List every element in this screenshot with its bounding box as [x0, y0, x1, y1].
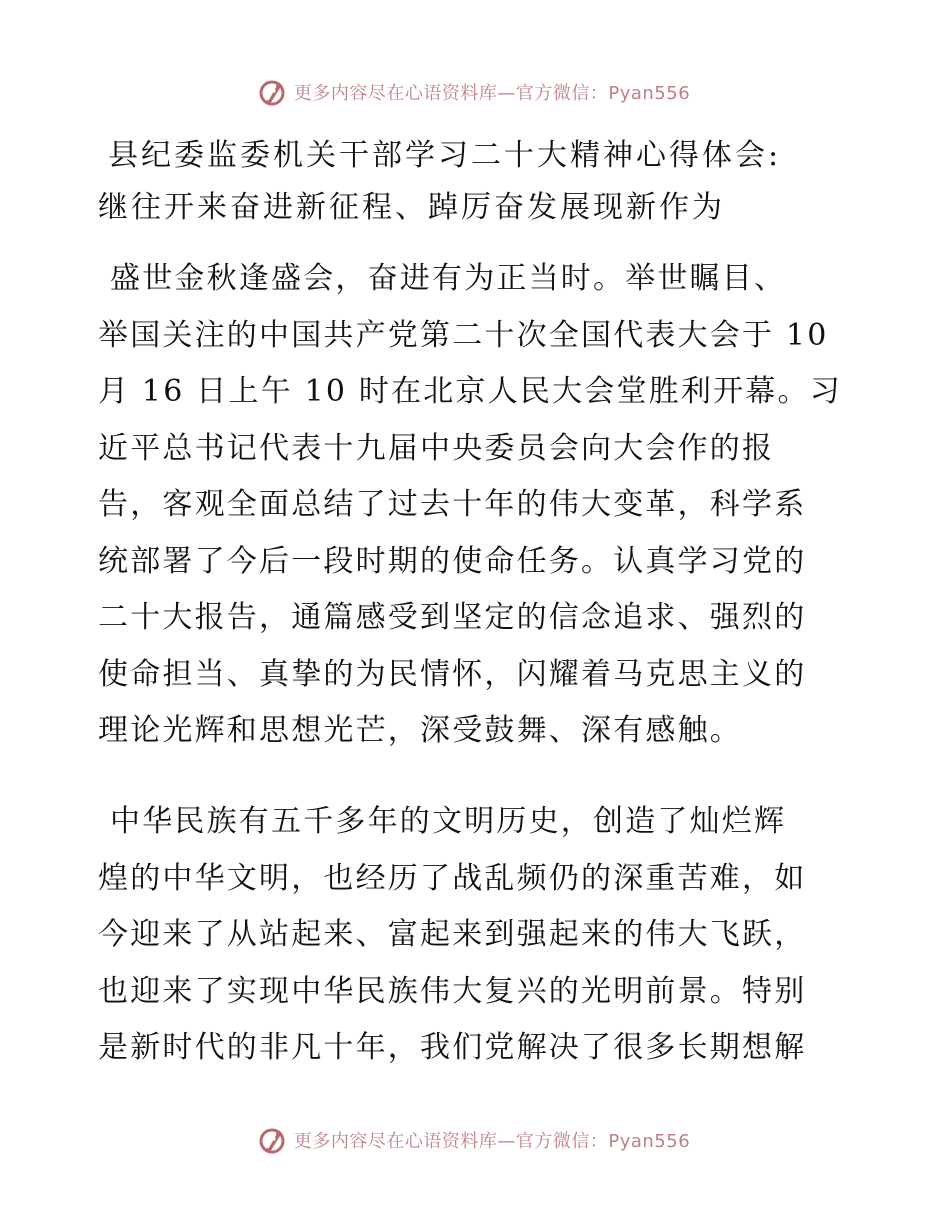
footer-watermark — [0, 1120, 950, 1160]
paragraph-line: 理论光辉和思想光芒，深受鼓舞、深有感触。 — [98, 713, 742, 748]
document-title — [98, 130, 858, 234]
paragraph-line: 举国关注的中国共产党第二十次全国代表大会于 10 — [98, 317, 829, 353]
paragraph-line: 统部署了今后一段时期的使命任务。认真学习党的 — [98, 543, 807, 579]
paragraph-line: 煌的中华文明，也经历了战乱频仍的深重苦难，如 — [98, 860, 807, 896]
watermark-group — [256, 1124, 690, 1156]
watermark-text: 更多内容尽在心语资料库—官方微信：Pyan556 — [293, 83, 691, 104]
header-watermark — [0, 72, 950, 112]
watermark-text: 更多内容尽在心语资料库—官方微信：Pyan556 — [293, 1131, 691, 1152]
paragraph-line: 使命担当、真挚的为民情怀，闪耀着马克思主义的 — [98, 656, 807, 692]
title-line: 县纪委监委机关干部学习二十大精神心得体会: — [108, 138, 782, 173]
paragraph-line: 是新时代的非凡十年，我们党解决了很多长期想解 — [98, 1030, 807, 1065]
paragraph-line: 近平总书记代表十九届中央委员会向大会作的报 — [98, 430, 775, 466]
paragraph-line: 盛世金秋逢盛会，奋进有为正当时。举世瞩目、 — [110, 261, 787, 296]
paragraph-line: 也迎来了实现中华民族伟大复兴的光明前景。特别 — [98, 973, 807, 1009]
paragraph-line: 今迎来了从站起来、富起来到强起来的伟大飞跃， — [98, 917, 807, 952]
title-line: 继往开来奋进新征程、踔厉奋发展现新作为 — [98, 190, 725, 225]
paragraph-line: 告，客观全面总结了过去十年的伟大变革，科学系 — [98, 487, 807, 522]
paragraph-line: 二十大报告，通篇感受到坚定的信念追求、强烈的 — [98, 600, 807, 635]
paragraph-line: 中华民族有五千多年的文明历史，创造了灿烂辉 — [110, 804, 787, 839]
body-paragraph — [98, 794, 858, 1077]
pen-nib-circle-icon — [256, 76, 288, 108]
paragraph-line: 月 16 日上午 10 时在北京人民大会堂胜利开幕。习 — [98, 374, 842, 409]
body-paragraph — [98, 251, 858, 760]
watermark-group — [256, 76, 690, 108]
pen-nib-circle-icon — [256, 1124, 288, 1156]
